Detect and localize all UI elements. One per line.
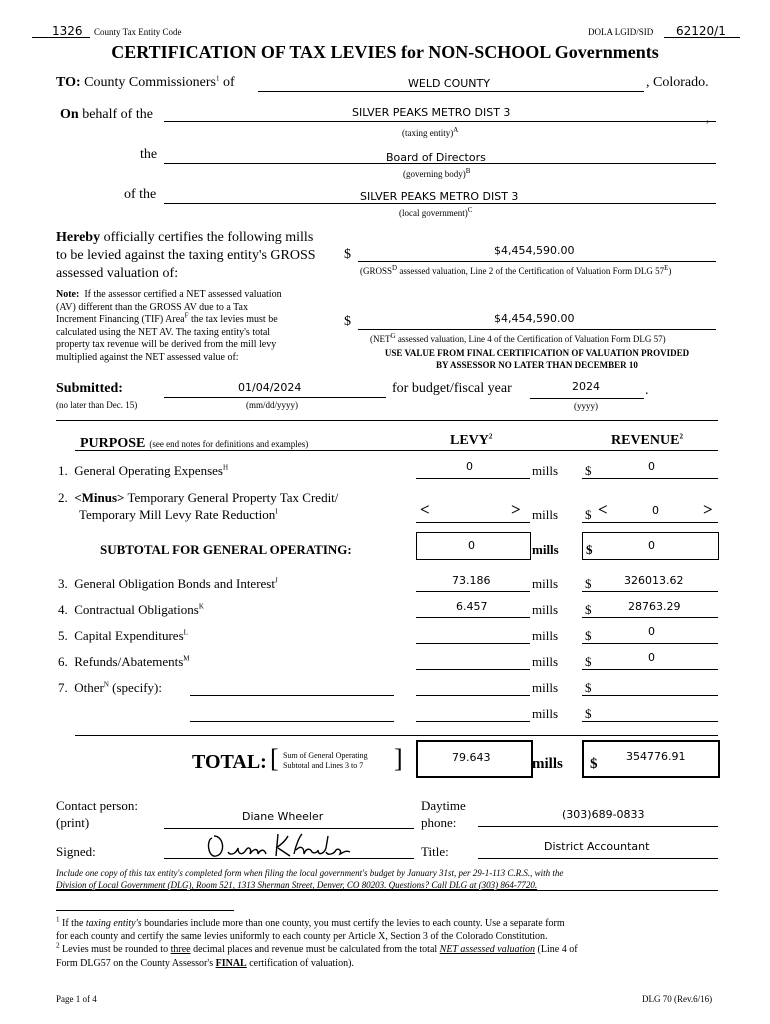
table-header-rule bbox=[75, 450, 718, 451]
row-other: 7. Other$^N$ (specify): bbox=[58, 680, 162, 695]
revenue-contractual[interactable]: 28763.29 bbox=[628, 600, 681, 613]
revenue-temporary-credit[interactable]: 0 bbox=[652, 504, 659, 517]
governing-body-field[interactable]: Board of Directors bbox=[386, 151, 486, 164]
lgid-value[interactable]: 62120/1 bbox=[676, 24, 726, 38]
lgid-label: DOLA LGID/SID bbox=[588, 27, 654, 37]
row-capital: 5. Capital Expenditures$^L$ bbox=[58, 628, 188, 643]
title-field[interactable]: District Accountant bbox=[544, 840, 650, 853]
total-revenue[interactable]: 354776.91 bbox=[626, 750, 686, 763]
form-title: CERTIFICATION OF TAX LEVIES for NON-SCHOOL Governments bbox=[111, 42, 659, 62]
total-label: TOTAL: bbox=[192, 751, 267, 773]
budget-year-underline bbox=[530, 398, 644, 399]
budget-year-period: . bbox=[645, 383, 649, 398]
submitted-date-field[interactable]: 01/04/2024 bbox=[238, 381, 302, 394]
title-underline bbox=[478, 858, 718, 859]
levy-general-operating[interactable]: 0 bbox=[466, 460, 473, 473]
subtotal-label: SUBTOTAL FOR GENERAL OPERATING: bbox=[100, 542, 352, 557]
footnote-separator bbox=[56, 910, 234, 911]
budget-year-label: for budget/fiscal year bbox=[392, 381, 512, 396]
revenue-underline-1 bbox=[582, 478, 718, 479]
table-top-rule bbox=[56, 420, 718, 421]
dollar-label-7: $ bbox=[585, 680, 592, 695]
mills-label-total: mills bbox=[532, 756, 563, 772]
behalf-label bbox=[60, 107, 153, 123]
purpose-header: PURPOSE (see end notes for definitions and examples) bbox=[80, 436, 309, 451]
net-dollar: $ bbox=[344, 314, 351, 329]
revenue-underline-2 bbox=[582, 522, 718, 523]
submitted-date-caption: (mm/dd/yyyy) bbox=[246, 400, 298, 410]
budget-year-field[interactable]: 2024 bbox=[572, 380, 600, 393]
levy-underline-5 bbox=[416, 643, 530, 644]
gross-caption: ($GROSS^D$ assessed valuation, Line 2 of the Certification of Valuation Form DLG $57^E$) bbox=[360, 264, 672, 276]
net-caption: ($NET^G$ assessed valuation, Line 4 of the Certification of Valuation Form DLG 57) bbox=[370, 332, 666, 344]
lgid-underline bbox=[664, 37, 740, 38]
revenue-gt-bracket: > bbox=[703, 500, 713, 519]
revenue-go-bonds[interactable]: 326013.62 bbox=[624, 574, 684, 587]
submitted-date-underline bbox=[164, 397, 386, 398]
dollar-label-4: $ bbox=[585, 602, 592, 617]
levy-underline-2 bbox=[416, 522, 530, 523]
subtotal-revenue[interactable]: 0 bbox=[648, 539, 655, 552]
row-general-operating: 1. General Operating Expenses$^H$ bbox=[58, 463, 229, 478]
row-minus-credit: 2. <Minus> Temporary General Property Tax Credit/ Temporary Mill Levy Rate Reduction$^I$ bbox=[58, 490, 339, 522]
local-government-underline bbox=[164, 203, 716, 204]
revenue-underline-6 bbox=[582, 669, 718, 670]
to-label bbox=[56, 75, 235, 91]
gross-dollar: $ bbox=[344, 247, 351, 262]
dollar-label-6: $ bbox=[585, 654, 592, 669]
levy-gt-bracket: > bbox=[511, 500, 521, 519]
levy-go-bonds[interactable]: 73.186 bbox=[452, 574, 491, 587]
other-specify-field[interactable] bbox=[190, 695, 394, 696]
form-revision: DLG 70 (Rev.6/16) bbox=[642, 994, 713, 1004]
net-value-underline bbox=[358, 329, 716, 330]
the-label: the bbox=[140, 147, 158, 162]
signature-image bbox=[200, 826, 360, 862]
table-total-rule bbox=[75, 735, 718, 736]
contact-person-label: Contact person: (print) bbox=[56, 798, 138, 830]
total-levy[interactable]: 79.643 bbox=[452, 751, 491, 764]
mills-label-5: mills bbox=[532, 628, 559, 643]
revenue-other[interactable] bbox=[582, 695, 718, 696]
mills-label-subtotal: mills bbox=[532, 542, 559, 557]
dollar-label-2: $ bbox=[585, 507, 592, 522]
revenue-underline-5 bbox=[582, 643, 718, 644]
phone-underline bbox=[478, 826, 718, 827]
governing-body-underline bbox=[164, 163, 716, 164]
revenue-header: REVENUE$^2$ bbox=[611, 432, 683, 448]
revenue-refunds[interactable]: 0 bbox=[648, 651, 655, 664]
mills-label-2: mills bbox=[532, 507, 559, 522]
net-value-field[interactable]: $4,454,590.00 bbox=[494, 312, 575, 325]
revenue-other-2[interactable] bbox=[582, 721, 718, 722]
total-note: Sum of General Operating Subtotal and Lines 3 to 7 bbox=[283, 751, 368, 770]
gross-value-underline bbox=[358, 261, 716, 262]
mills-label-8: mills bbox=[532, 706, 559, 721]
row-go-bonds: 3. General Obligation Bonds and Interest$^J$ bbox=[58, 576, 278, 591]
dollar-label-8: $ bbox=[585, 706, 592, 721]
use-value-note: USE VALUE FROM FINAL CERTIFICATION OF VALUATION PROVIDED BY ASSESSOR NO LATER THAN DECEMBER 10 bbox=[384, 348, 690, 370]
levy-header: LEVY$^2$ bbox=[450, 432, 493, 448]
hereby-text: Hereby officially certifies the following mills to be levied against the taxing entity's GROSS assessed valuation of: bbox=[56, 230, 316, 281]
dollar-label-subtotal: $ bbox=[586, 542, 593, 557]
governing-body-caption: (governing body)$^B$ bbox=[403, 167, 471, 179]
taxing-entity-caption: (taxing entity)$^A$ bbox=[402, 126, 459, 138]
county-underline bbox=[258, 91, 644, 92]
levy-contractual[interactable]: 6.457 bbox=[456, 600, 488, 613]
behalf-label-bold: On bbox=[60, 107, 79, 122]
revenue-general-operating[interactable]: 0 bbox=[648, 460, 655, 473]
hereby-bold: Hereby bbox=[56, 230, 101, 245]
local-government-caption: (local government)$^C$ bbox=[399, 206, 473, 218]
signature-underline[interactable] bbox=[164, 858, 414, 859]
levy-lt-bracket: < bbox=[420, 500, 430, 519]
taxing-entity-underline bbox=[164, 121, 716, 122]
dollar-label-1: $ bbox=[585, 463, 592, 478]
levy-other[interactable] bbox=[416, 695, 530, 696]
instructions-rule bbox=[56, 890, 718, 891]
behalf-comma: , bbox=[706, 110, 710, 125]
to-of: of bbox=[223, 75, 235, 90]
local-government-field[interactable]: SILVER PEAKS METRO DIST 3 bbox=[360, 190, 519, 203]
state-label: , Colorado. bbox=[646, 75, 709, 90]
gross-value-field[interactable]: $4,454,590.00 bbox=[494, 244, 575, 257]
phone-field[interactable]: (303)689-0833 bbox=[562, 808, 645, 821]
footnotes: $^1$ If the taxing entity's boundaries include more than one county, you must certify the levies to each county. Use a separate form for each county and certify the same levies uniformly to each county per Article X, Section 3 of the Colorado Constitution. $^2$ Levies must be rounded to three decimal places and revenue must be calculated from the total NET assessed valuation (Line 4 of Form DLG57 on the County Assessor's FINAL certification of valuation). bbox=[56, 915, 578, 969]
title-label: Title: bbox=[421, 844, 449, 859]
form-code-label: County Tax Entity Code bbox=[94, 27, 182, 37]
revenue-lt-bracket: < bbox=[598, 500, 608, 519]
levy-underline-1 bbox=[416, 478, 530, 479]
form-code-underline bbox=[32, 37, 90, 38]
dollar-label-3: $ bbox=[585, 576, 592, 591]
page-number: Page 1 of 4 bbox=[56, 994, 97, 1004]
of-the-label: of the bbox=[124, 187, 157, 202]
dollar-label-total: $ bbox=[590, 756, 598, 772]
levy-other-2[interactable] bbox=[416, 721, 530, 722]
subtotal-levy[interactable]: 0 bbox=[468, 539, 475, 552]
other-specify-field-2[interactable] bbox=[190, 721, 394, 722]
total-bracket-right: ] bbox=[394, 744, 403, 773]
mills-label-6: mills bbox=[532, 654, 559, 669]
levy-underline-6 bbox=[416, 669, 530, 670]
dollar-label-5: $ bbox=[585, 628, 592, 643]
taxing-entity-field[interactable]: SILVER PEAKS METRO DIST 3 bbox=[352, 106, 511, 119]
to-prefix: TO: bbox=[56, 75, 81, 90]
note-text: Note: If the assessor certified a NET assessed valuation (AV) different than the GROSS AV due to a Tax Increment Financing (TIF) Area$^F$ the tax levies must be calculated using the NET AV. The taxing entity's total property tax revenue will be derived from the mill levy multiplied against the NET assessed value of: bbox=[56, 289, 282, 363]
county-commissioners-label: County Commissioners bbox=[84, 75, 216, 90]
behalf-label-rest: behalf of the bbox=[82, 107, 153, 122]
signed-label: Signed: bbox=[56, 844, 96, 859]
row-contractual: 4. Contractual Obligations$^K$ bbox=[58, 602, 204, 617]
mills-label-4: mills bbox=[532, 602, 559, 617]
instructions: Include one copy of this tax entity's completed form when filing the local government's budget by January 31st, per 29-1-113 C.R.S., with the Division of Local Government (DLG), Room 521, 1313 Sherman Street, Denver, CO 80203. Questions? Call DLG at (303) 864-7720. bbox=[56, 868, 564, 890]
total-bracket-left: [ bbox=[270, 744, 279, 773]
mills-label-7: mills bbox=[532, 680, 559, 695]
county-field[interactable]: WELD COUNTY bbox=[408, 77, 490, 90]
levy-underline-3 bbox=[416, 591, 530, 592]
contact-person-field[interactable]: Diane Wheeler bbox=[242, 810, 324, 823]
phone-label: Daytime phone: bbox=[421, 798, 466, 830]
submitted-sublabel: (no later than Dec. 15) bbox=[56, 400, 138, 410]
levy-underline-4 bbox=[416, 617, 530, 618]
budget-year-caption: (yyyy) bbox=[574, 401, 598, 411]
row-refunds: 6. Refunds/Abatements$^M$ bbox=[58, 654, 190, 669]
submitted-label: Submitted: bbox=[56, 381, 123, 396]
revenue-capital[interactable]: 0 bbox=[648, 625, 655, 638]
revenue-underline-4 bbox=[582, 617, 718, 618]
mills-label-3: mills bbox=[532, 576, 559, 591]
revenue-underline-3 bbox=[582, 591, 718, 592]
to-sup: 1 bbox=[216, 74, 220, 83]
form-code-value[interactable]: 1326 bbox=[52, 24, 83, 38]
mills-label-1: mills bbox=[532, 463, 559, 478]
